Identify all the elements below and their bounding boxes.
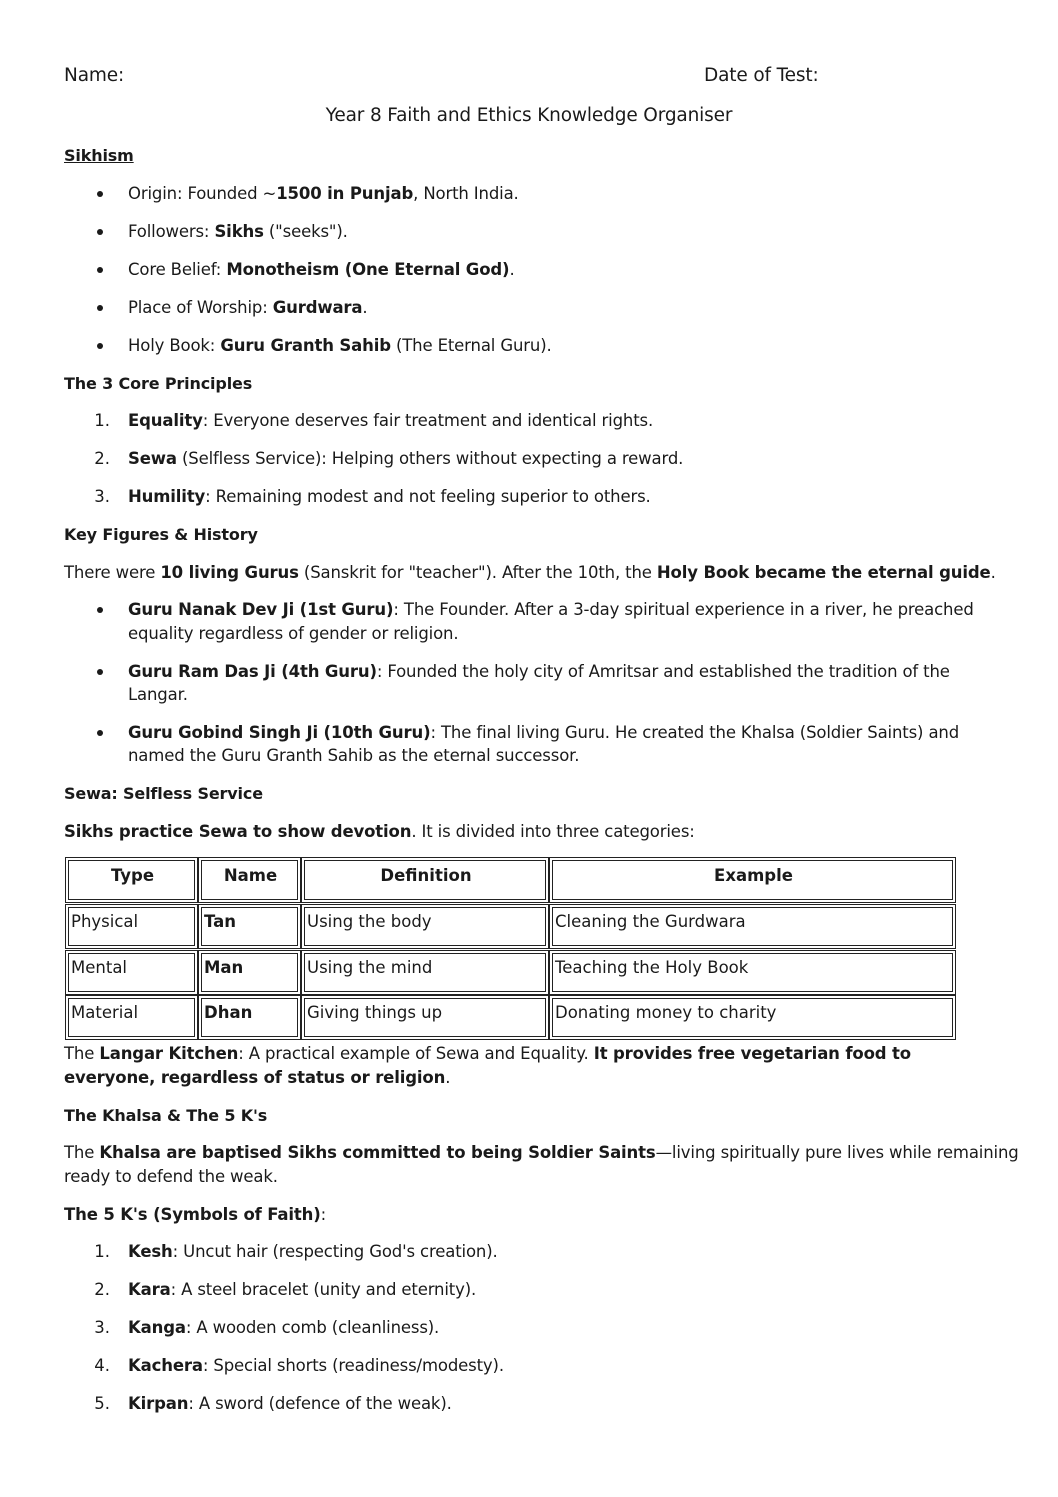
table-header-cell: Example	[552, 860, 953, 900]
table-cell: Tan	[201, 907, 298, 946]
key-figures-heading: Key Figures & History	[64, 525, 258, 544]
table-cell: Cleaning the Gurdwara	[552, 907, 953, 946]
table-cell: Man	[201, 953, 298, 992]
sewa-intro: Sikhs practice Sewa to show devotion. It is divided into three categories:	[64, 822, 695, 841]
table-header-cell: Definition	[304, 860, 546, 900]
table-cell: Teaching the Holy Book	[552, 953, 953, 992]
table-header-cell: Name	[201, 860, 298, 900]
bullet-icon	[97, 229, 103, 235]
list-number: 3.	[94, 487, 110, 506]
bullet-icon	[97, 305, 103, 311]
sikhism-heading: Sikhism	[64, 146, 134, 165]
khalsa-intro-line-1: The Khalsa are baptised Sikhs committed to being Soldier Saints—living spiritually pure lives while remaining	[64, 1143, 1019, 1162]
khalsa-heading: The Khalsa & The 5 K's	[64, 1106, 268, 1125]
bullet-icon	[97, 343, 103, 349]
name-label: Name:	[64, 65, 125, 86]
bullet-icon	[97, 267, 103, 273]
gurus-intro: There were 10 living Gurus (Sanskrit for "teacher"). After the 10th, the Holy Book became the eternal guide.	[64, 563, 996, 582]
five-ks-heading: The 5 K's (Symbols of Faith):	[64, 1205, 327, 1224]
list-number: 2.	[94, 1280, 110, 1299]
list-number: 1.	[94, 1242, 110, 1261]
list-number: 5.	[94, 1394, 110, 1413]
table-cell: Giving things up	[304, 998, 546, 1037]
khalsa-intro-line-2: ready to defend the weak.	[64, 1167, 278, 1186]
table-cell: Physical	[68, 907, 195, 946]
knowledge-organiser-page: Name: Date of Test: Year 8 Faith and Ethics Knowledge Organiser Sikhism Origin: Founded ~1500 in Punjab, North India. Followers: Sikhs ("seeks"). Core Belief: Monotheism (One Eternal God). Place of Worship: Gurdwara. Holy Book: Guru Granth Sahib (The Eternal Guru). The 3 Core Principles 1. Equality: Everyone deserves fair treatment and identical rights. 2. Sewa (Selfless Service): Helping others without expecting a reward. 3. Humility: Remaining modest and not feeling superior to others. Key Figures & History There were 10 living Gurus (Sanskrit for "teacher"). After the 10th, the Holy Book became the eternal guide. Guru Nanak Dev Ji (1st Guru): The Founder. After a 3-day spiritual experience in a river, he preached equality regardless of gender or religion. Guru Ram Das Ji (4th Guru): Founded the holy city of Amritsar and established the tradition of the Langar. Guru Gobind Singh Ji (10th Guru): The final living Guru. He created the Khalsa (Soldier Saints) and named the Guru Granth Sahib as the eternal successor. Sewa: Selfless Service Sikhs practice Sewa to show devotion. It is divided into three categories: Type Name Definition Example Physical Tan Using the body Cleaning the Gurdwara Mental Man Using the mind Teaching the Holy Book Material Dhan Giving things up Donating money to charity The Langar Kitchen: A practical example of Sewa and Equality. It provides free vegetarian food to everyone, regardless of status or religion. The Khalsa & The 5 K's The Khalsa are baptised Sikhs committed to being Soldier Saints—living spiritually pure lives while remaining ready to defend the weak. The 5 K's (Symbols of Faith): 1. Kesh: Uncut hair (respecting God's creation). 2. Kara: A steel bracelet (unity and eternity). 3. Kanga: A wooden comb (cleanliness). 4. Kachera: Special shorts (readiness/modesty). 5. Kirpan: A sword (defence of the weak).	[0, 0, 1058, 1497]
table-cell: Material	[68, 998, 195, 1037]
sewa-heading: Sewa: Selfless Service	[64, 784, 263, 803]
list-number: 2.	[94, 449, 110, 468]
table-cell: Using the mind	[304, 953, 546, 992]
core-principles-heading: The 3 Core Principles	[64, 374, 253, 393]
table-cell: Using the body	[304, 907, 546, 946]
list-number: 4.	[94, 1356, 110, 1375]
table-cell: Mental	[68, 953, 195, 992]
bullet-icon	[97, 669, 103, 675]
langar-line-2: everyone, regardless of status or religion.	[64, 1068, 451, 1087]
list-number: 1.	[94, 411, 110, 430]
bullet-icon	[97, 607, 103, 613]
langar-line-1: The Langar Kitchen: A practical example of Sewa and Equality. It provides free vegetarian food to	[64, 1044, 911, 1063]
bullet-icon	[97, 191, 103, 197]
bullet-icon	[97, 730, 103, 736]
list-number: 3.	[94, 1318, 110, 1337]
table-header-cell: Type	[68, 860, 195, 900]
table-cell: Donating money to charity	[552, 998, 953, 1037]
table-cell: Dhan	[201, 998, 298, 1037]
document-title: Year 8 Faith and Ethics Knowledge Organiser	[325, 105, 733, 126]
date-of-test-label: Date of Test:	[704, 65, 819, 86]
